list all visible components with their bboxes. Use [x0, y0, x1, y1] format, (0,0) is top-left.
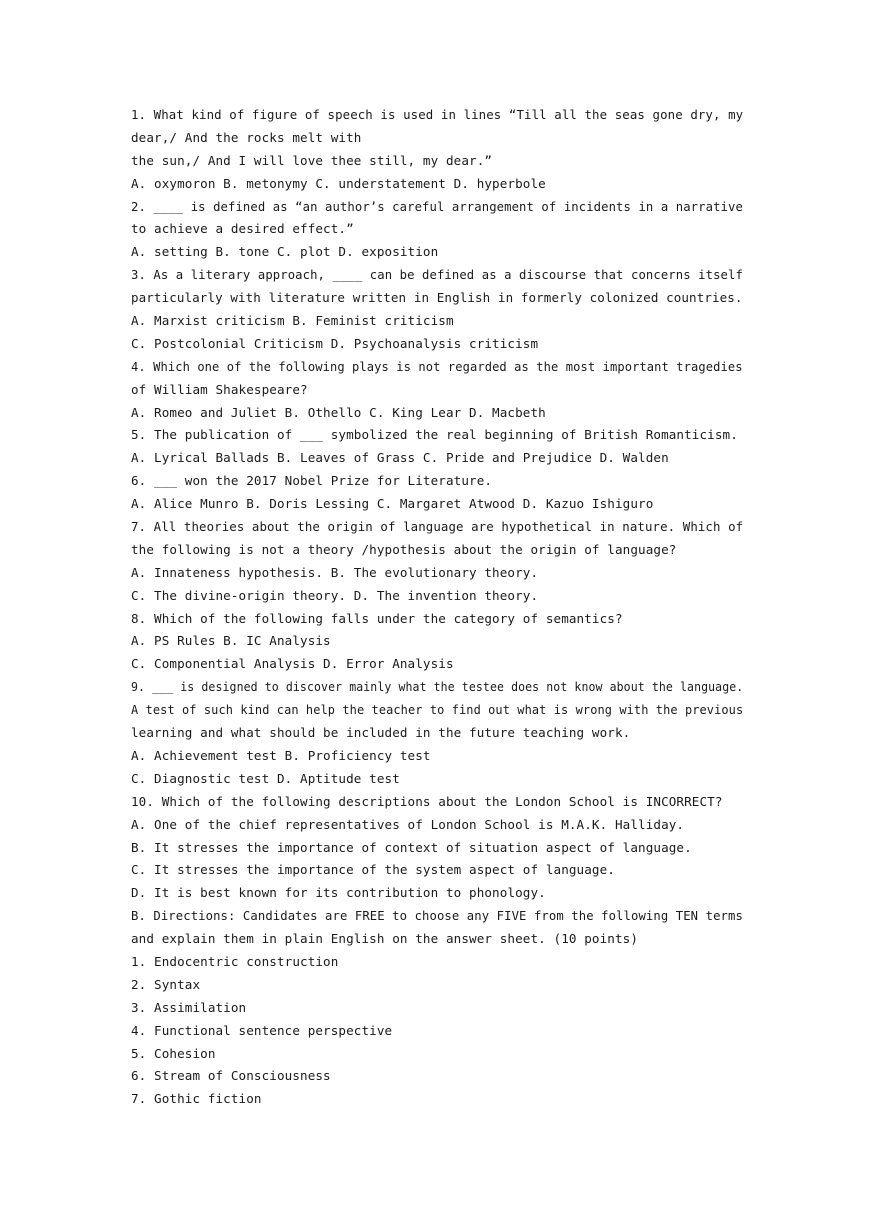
q9-options-ab: A. Achievement test B. Proficiency test	[131, 747, 431, 763]
q4-stem-line-2: of William Shakespeare?	[131, 381, 308, 397]
document-body	[131, 104, 743, 1111]
q9-options-cd: C. Diagnostic test D. Aptitude test	[131, 770, 400, 786]
q9-stem-line-3: learning and what should be included in the future teaching work.	[131, 725, 631, 741]
q8-stem: 8. Which of the following falls under the category of semantics?	[131, 610, 623, 626]
q7-options-ab: A. Innateness hypothesis. B. The evolutionary theory.	[131, 564, 539, 580]
term-item-1: 1. Endocentric construction	[131, 953, 339, 969]
section-b-directions-line-2: and explain them in plain English on the answer sheet. (10 points)	[131, 931, 639, 947]
q8-options-cd: C. Componential Analysis D. Error Analysis	[131, 656, 454, 672]
q3-stem-line-1: 3. As a literary approach, ____ can be defined as a discourse that concerns itself	[131, 267, 743, 283]
q2-options: A. setting B. tone C. plot D. exposition	[131, 244, 439, 260]
term-item-2: 2. Syntax	[131, 976, 201, 992]
q3-options-ab: A. Marxist criticism B. Feminist criticism	[131, 313, 454, 329]
q2-stem-line-1: 2. ____ is defined as “an author’s careful arrangement of incidents in a narrative	[131, 198, 743, 214]
q1-options: A. oxymoron B. metonymy C. understatement D. hyperbole	[131, 175, 546, 191]
q10-option-d: D. It is best known for its contribution to phonology.	[131, 885, 546, 901]
term-item-5: 5. Cohesion	[131, 1045, 216, 1061]
q1-stem-line-1: 1. What kind of figure of speech is used in lines “Till all the seas gone dry, my	[131, 107, 744, 122]
q8-options-ab: A. PS Rules B. IC Analysis	[131, 633, 331, 649]
q10-option-b: B. It stresses the importance of context of situation aspect of language.	[131, 839, 692, 855]
q10-stem: 10. Which of the following descriptions about the London School is INCORRECT?	[131, 793, 723, 809]
q7-options-cd: C. The divine-origin theory. D. The invention theory.	[131, 587, 539, 603]
q6-stem: 6. ___ won the 2017 Nobel Prize for Literature.	[131, 473, 493, 489]
q3-options-cd: C. Postcolonial Criticism D. Psychoanalysis criticism	[131, 335, 539, 351]
q6-options: A. Alice Munro B. Doris Lessing C. Margaret Atwood D. Kazuo Ishiguro	[131, 496, 654, 512]
q5-stem: 5. The publication of ___ symbolized the real beginning of British Romanticism.	[131, 427, 738, 443]
q7-stem-line-2: the following is not a theory /hypothesis about the origin of language?	[131, 541, 677, 557]
q3-stem-line-2: particularly with literature written in English in formerly colonized countries.	[131, 290, 743, 306]
term-item-7: 7. Gothic fiction	[131, 1091, 262, 1107]
term-item-3: 3. Assimilation	[131, 999, 247, 1015]
q4-stem-line-1: 4. Which one of the following plays is not regarded as the most important tragedies	[131, 358, 743, 374]
term-item-4: 4. Functional sentence perspective	[131, 1022, 393, 1038]
q4-options: A. Romeo and Juliet B. Othello C. King Lear D. Macbeth	[131, 404, 546, 420]
q10-option-c: C. It stresses the importance of the system aspect of language.	[131, 862, 615, 878]
q7-stem-line-1: 7. All theories about the origin of language are hypothetical in nature. Which of	[131, 519, 744, 535]
q9-stem-line-2: A test of such kind can help the teacher to find out what is wrong with the previous	[131, 702, 744, 718]
q2-stem-line-2: to achieve a desired effect.”	[131, 221, 354, 237]
q1-stem-line-2: dear,/ And the rocks melt with	[131, 129, 362, 145]
q10-option-a: A. One of the chief representatives of London School is M.A.K. Halliday.	[131, 816, 685, 832]
q9-stem-line-1: 9. ___ is designed to discover mainly what the testee does not know about the language.	[131, 679, 744, 695]
section-b-directions-line-1: B. Directions: Candidates are FREE to choose any FIVE from the following TEN terms	[131, 908, 743, 924]
q5-options: A. Lyrical Ballads B. Leaves of Grass C. Pride and Prejudice D. Walden	[131, 450, 669, 466]
q1-stem-line-3: the sun,/ And I will love thee still, my dear.”	[131, 152, 493, 168]
term-item-6: 6. Stream of Consciousness	[131, 1068, 331, 1084]
